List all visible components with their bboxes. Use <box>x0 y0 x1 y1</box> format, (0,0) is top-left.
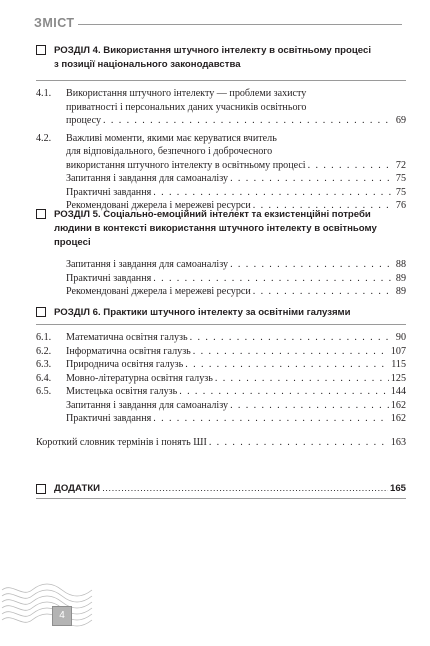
toc-entry-questions[interactable] <box>66 172 406 186</box>
toc-entry-6-3[interactable] <box>36 358 406 372</box>
entry-text: Рекомендовані джерела і мережеві ресурси <box>66 200 251 211</box>
leader-dots <box>103 114 394 128</box>
page-number: 90 <box>395 332 406 343</box>
section-5-title-line-1: РОЗДІЛ 5. Соціально-емоційний інтелект та екзистенційні потреби <box>54 209 371 220</box>
leader-dots <box>209 436 389 450</box>
leader-dots <box>190 331 394 345</box>
toc-entry-questions[interactable] <box>66 258 406 272</box>
toc-entry-practical[interactable] <box>66 186 406 200</box>
page-title: ЗМІСТ <box>34 16 75 30</box>
page-number: 162 <box>390 413 406 424</box>
section-4-title-line-2: з позиції національного законодавства <box>54 59 241 70</box>
entry-number: 4.1. <box>36 88 52 99</box>
checkbox-icon <box>36 307 46 317</box>
toc-entry-glossary[interactable] <box>36 436 406 450</box>
entry-number: 6.2. <box>36 345 52 357</box>
header-rule <box>78 24 402 25</box>
section-4-title-line-1: РОЗДІЛ 4. Використання штучного інтелекту в освітньому процесі <box>54 45 371 56</box>
checkbox-icon <box>36 209 46 219</box>
entry-text: Математична освітня галузь <box>66 332 188 343</box>
page-number: 162 <box>390 399 406 411</box>
leader-dots <box>230 172 394 186</box>
entry-number: 6.5. <box>36 386 52 397</box>
entry-number: 6.1. <box>36 332 52 343</box>
entry-text: Мовно-літературна освітня галузь <box>66 372 213 384</box>
leader-dots <box>179 385 389 399</box>
entry-text: Практичні завдання <box>66 413 152 424</box>
toc-entry-6-2[interactable] <box>36 345 406 359</box>
page-number: 115 <box>391 359 406 370</box>
toc-entry-6-5[interactable] <box>36 385 406 399</box>
toc-entry-practical[interactable] <box>66 272 406 286</box>
section-5-title-line-2: людини в контексті використання штучного інтелекту в освітньому <box>54 223 377 234</box>
entry-text-line: процесу <box>66 115 102 126</box>
page-number: 69 <box>395 115 406 126</box>
leader-dots <box>153 412 389 426</box>
page-number: 89 <box>395 286 406 297</box>
page-number: 75 <box>395 186 406 198</box>
entry-text-line: використання штучного інтелекту в освітньому процесі <box>66 159 306 171</box>
entry-text: Практичні завдання <box>66 272 152 284</box>
entry-text: Запитання і завдання для самоаналізу <box>66 173 229 184</box>
section-6 <box>36 306 406 449</box>
entry-number: 6.4. <box>36 372 52 384</box>
checkbox-icon <box>36 45 46 55</box>
section-5-heading <box>36 208 406 250</box>
page-number: 144 <box>390 386 406 397</box>
leader-dots <box>185 358 389 372</box>
toc-entry-4-2[interactable] <box>36 132 406 213</box>
entry-text-line: для відповідального, безпечного і доброчесного <box>66 146 273 157</box>
toc-entry-resources[interactable] <box>66 285 406 299</box>
entry-text: Практичні завдання <box>66 186 152 198</box>
appendix-title: ДОДАТКИ <box>54 483 101 494</box>
entry-number: 4.2. <box>36 132 52 144</box>
page-number: 163 <box>390 436 406 448</box>
entry-text: Запитання і завдання для самоаналізу <box>66 259 229 270</box>
page-number-badge: 4 <box>52 606 72 626</box>
leader-dots <box>193 345 389 359</box>
section-4-heading <box>36 44 406 72</box>
entry-text-line: Важливі моменти, якими має керуватися вчитель <box>66 132 277 144</box>
leader-dots <box>153 186 394 200</box>
leader-dots <box>230 258 394 272</box>
section-5 <box>36 208 406 299</box>
page-number: 107 <box>390 345 406 357</box>
toc-entry-4-1[interactable] <box>36 87 406 128</box>
page-number: 72 <box>395 159 406 171</box>
section-4 <box>36 44 406 213</box>
entry-text: Рекомендовані джерела і мережеві ресурси <box>66 286 251 297</box>
entry-text: Короткий словник термінів і понять ШІ <box>36 436 207 448</box>
leader-dots <box>308 159 394 173</box>
leader-dots <box>230 399 389 413</box>
entry-text: Інформатична освітня галузь <box>66 345 191 357</box>
checkbox-icon <box>36 484 46 494</box>
entry-text-line: Використання штучного інтелекту — проблеми захисту <box>66 88 307 99</box>
section-5-title-line-3: процесі <box>54 237 91 248</box>
entry-text: Запитання і завдання для самоаналізу <box>66 399 229 411</box>
leader-dots <box>215 372 389 386</box>
header <box>34 14 402 36</box>
leader-dots <box>253 285 394 299</box>
leader-dots <box>153 272 394 286</box>
entry-text: Мистецька освітня галузь <box>66 386 178 397</box>
page-number: 125 <box>390 372 406 384</box>
divider <box>36 498 406 499</box>
appendix-entry[interactable] <box>36 483 406 494</box>
toc-entry-6-4[interactable] <box>36 372 406 386</box>
page-number: 75 <box>395 173 406 184</box>
section-6-heading <box>36 306 406 320</box>
page-number: 76 <box>395 200 406 211</box>
appendix-section <box>36 483 406 499</box>
leader-dots <box>102 483 388 494</box>
section-6-title: РОЗДІЛ 6. Практики штучного інтелекту за освітніми галузями <box>54 307 351 318</box>
page-number: 88 <box>395 259 406 270</box>
entry-text: Природнича освітня галузь <box>66 359 184 370</box>
page-number: 89 <box>395 272 406 284</box>
entry-number: 6.3. <box>36 359 52 370</box>
toc-entry-questions[interactable] <box>66 399 406 413</box>
toc-entry-6-1[interactable] <box>36 331 406 345</box>
entry-text-line: приватності і персональних даних учасників освітнього <box>66 101 307 113</box>
toc-entry-practical[interactable] <box>66 412 406 426</box>
page-number: 165 <box>389 483 406 494</box>
